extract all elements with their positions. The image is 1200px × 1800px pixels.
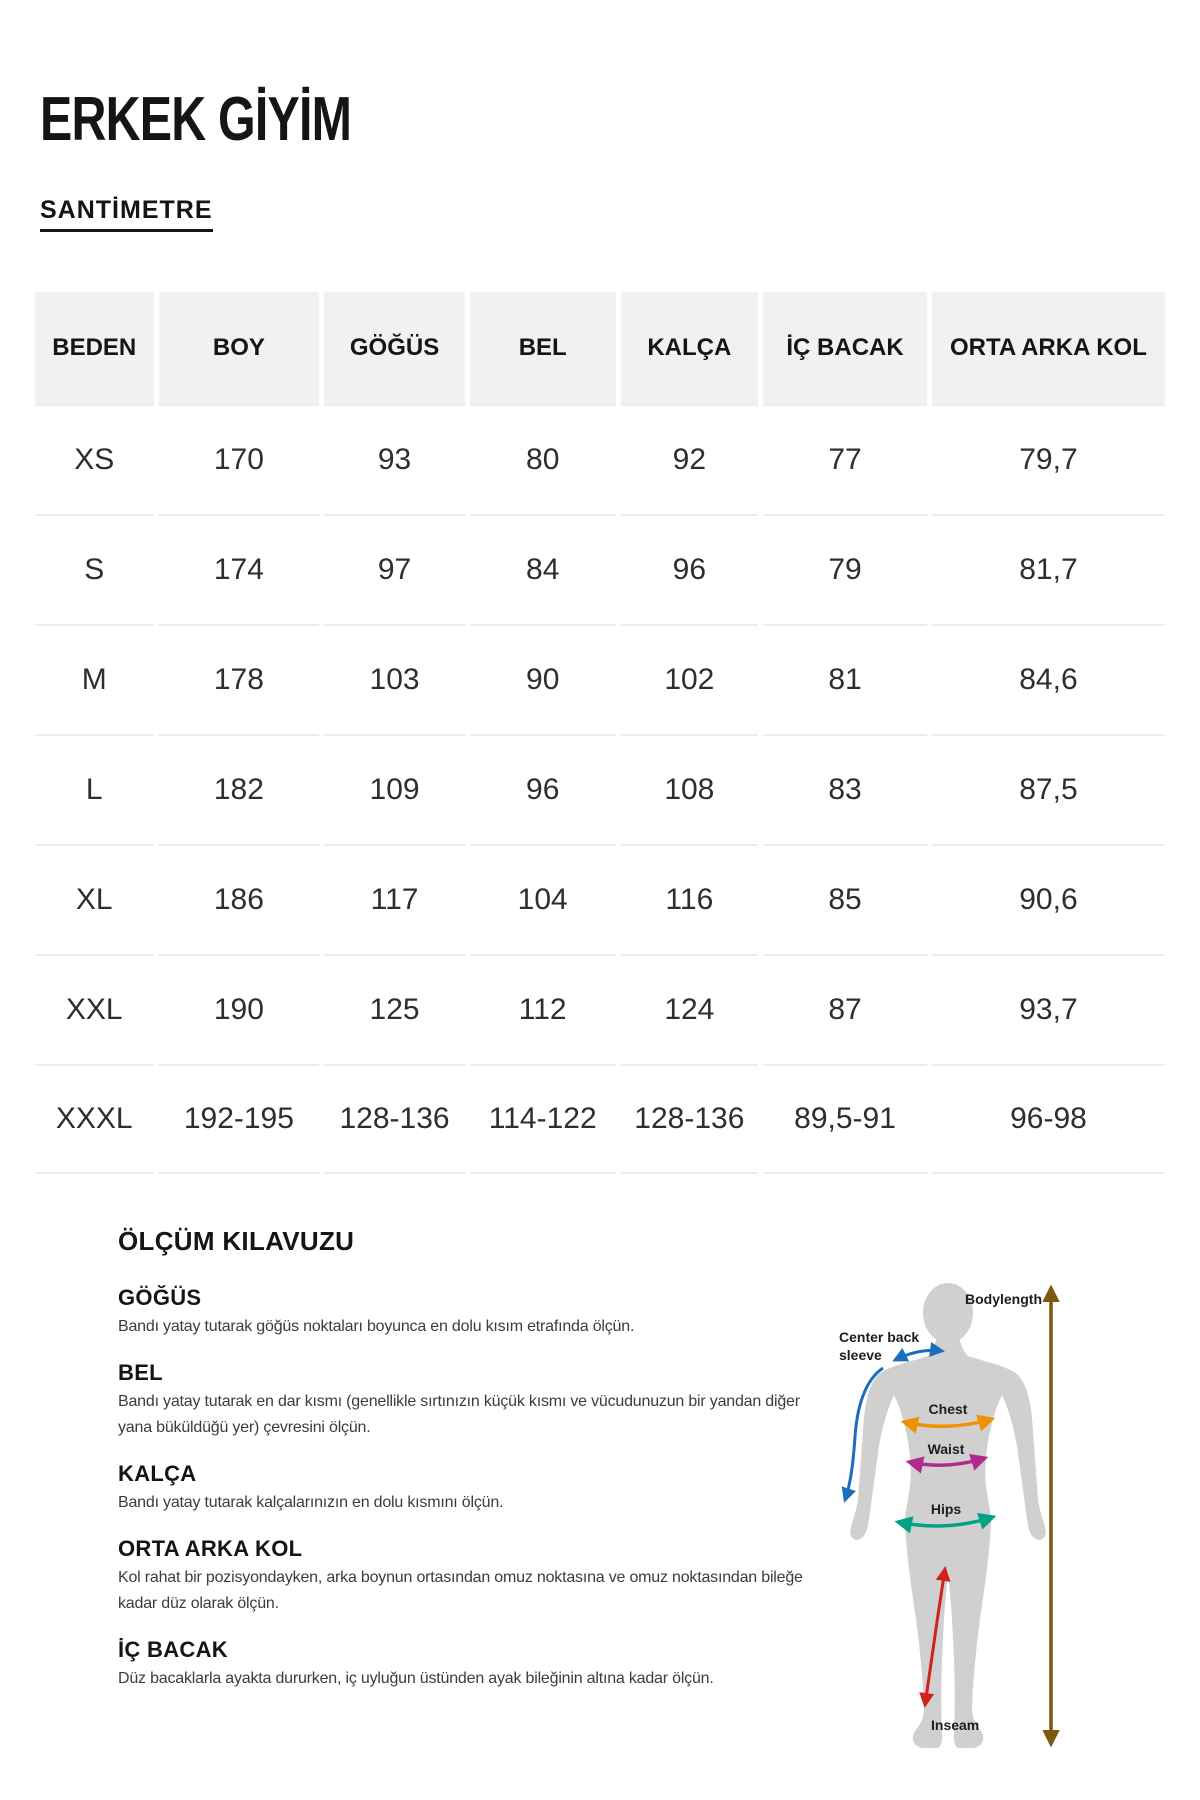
col-header-boy: BOY [159,292,320,404]
value-cell: 186 [159,844,320,954]
size-cell: XXXL [35,1064,154,1174]
page-title: ERKEK GİYİM [40,85,352,154]
value-cell: 178 [159,624,320,734]
table-header-row [35,292,1165,404]
guide-text: Bandı yatay tutarak kalçalarınızın en dolu kısmını ölçün. [118,1494,504,1511]
value-cell: 182 [159,734,320,844]
guide-text: Kol rahat bir pozisyondayken, arka boynun ortasından omuz noktasına ve omuz noktasından bileğe kadar düz olarak ölçün. [118,1569,803,1612]
size-cell: XL [35,844,154,954]
col-header-beden: BEDEN [35,292,154,404]
inseam-label: Inseam [931,1717,980,1733]
value-cell: 190 [159,954,320,1064]
value-cell: 124 [621,954,759,1064]
table-row [35,844,1165,954]
col-header-gogus: GÖĞÜS [324,292,465,404]
size-cell: M [35,624,154,734]
value-cell: 89,5-91 [763,1064,927,1174]
guide-section-kalca [118,1461,808,1516]
value-cell: 90,6 [932,844,1165,954]
guide-title: ÖLÇÜM KILAVUZU [118,1226,355,1256]
table-row [35,734,1165,844]
value-cell: 87 [763,954,927,1064]
value-cell: 84 [470,514,616,624]
value-cell: 83 [763,734,927,844]
value-cell: 96 [621,514,759,624]
size-table-body [35,404,1165,1174]
guide-heading: ORTA ARKA KOL [118,1536,303,1561]
guide-heading: GÖĞÜS [118,1285,202,1310]
guide-text: Bandı yatay tutarak en dar kısmı (genellikle sırtınızın küçük kısmı ve vücudunuzun bir yandan diğer yana büküldüğü yer) çevresini ölçün. [118,1393,800,1436]
waist-label: Waist [927,1441,965,1457]
value-cell: 77 [763,404,927,514]
measurement-guide [118,1226,808,1712]
unit-tab-santimetre[interactable]: SANTİMETRE [40,196,213,232]
value-cell: 80 [470,404,616,514]
value-cell: 90 [470,624,616,734]
col-header-ic-bacak: İÇ BACAK [763,292,927,404]
center-back-sleeve-label: Center back sleeve [839,1329,920,1363]
value-cell: 114-122 [470,1064,616,1174]
bodylength-label: Bodylength [965,1291,1042,1307]
value-cell: 79 [763,514,927,624]
value-cell: 79,7 [932,404,1165,514]
table-row [35,514,1165,624]
value-cell: 128-136 [324,1064,465,1174]
guide-text: Bandı yatay tutarak göğüs noktaları boyunca en dolu kısım etrafında ölçün. [118,1318,635,1335]
value-cell: 97 [324,514,465,624]
value-cell: 125 [324,954,465,1064]
guide-section-gogus [118,1285,808,1340]
col-header-bel: BEL [470,292,616,404]
value-cell: 84,6 [932,624,1165,734]
value-cell: 87,5 [932,734,1165,844]
guide-heading: KALÇA [118,1461,197,1486]
body-measurement-diagram [735,1262,1080,1777]
col-header-kalca: KALÇA [621,292,759,404]
value-cell: 102 [621,624,759,734]
chest-label: Chest [928,1401,968,1417]
value-cell: 128-136 [621,1064,759,1174]
table-row [35,1064,1165,1174]
table-row [35,954,1165,1064]
size-cell: L [35,734,154,844]
value-cell: 92 [621,404,759,514]
value-cell: 81 [763,624,927,734]
value-cell: 104 [470,844,616,954]
value-cell: 109 [324,734,465,844]
guide-section-ic-bacak [118,1637,808,1692]
value-cell: 96-98 [932,1064,1165,1174]
value-cell: 170 [159,404,320,514]
guide-section-orta-arka-kol [118,1536,808,1617]
value-cell: 117 [324,844,465,954]
value-cell: 96 [470,734,616,844]
value-cell: 116 [621,844,759,954]
size-cell: XXL [35,954,154,1064]
size-cell: S [35,514,154,624]
guide-heading: İÇ BACAK [118,1637,228,1662]
hips-label: Hips [930,1501,962,1517]
size-cell: XS [35,404,154,514]
table-row [35,624,1165,734]
guide-heading: BEL [118,1360,163,1385]
value-cell: 93 [324,404,465,514]
value-cell: 112 [470,954,616,1064]
guide-section-bel [118,1360,808,1441]
value-cell: 85 [763,844,927,954]
table-row [35,404,1165,514]
value-cell: 103 [324,624,465,734]
col-header-orta-arka-kol: ORTA ARKA KOL [932,292,1165,404]
value-cell: 192-195 [159,1064,320,1174]
guide-text: Düz bacaklarla ayakta dururken, iç uyluğun üstünden ayak bileğinin altına kadar ölçün. [118,1670,714,1687]
value-cell: 81,7 [932,514,1165,624]
value-cell: 174 [159,514,320,624]
value-cell: 93,7 [932,954,1165,1064]
size-table [30,292,1170,1174]
value-cell: 108 [621,734,759,844]
